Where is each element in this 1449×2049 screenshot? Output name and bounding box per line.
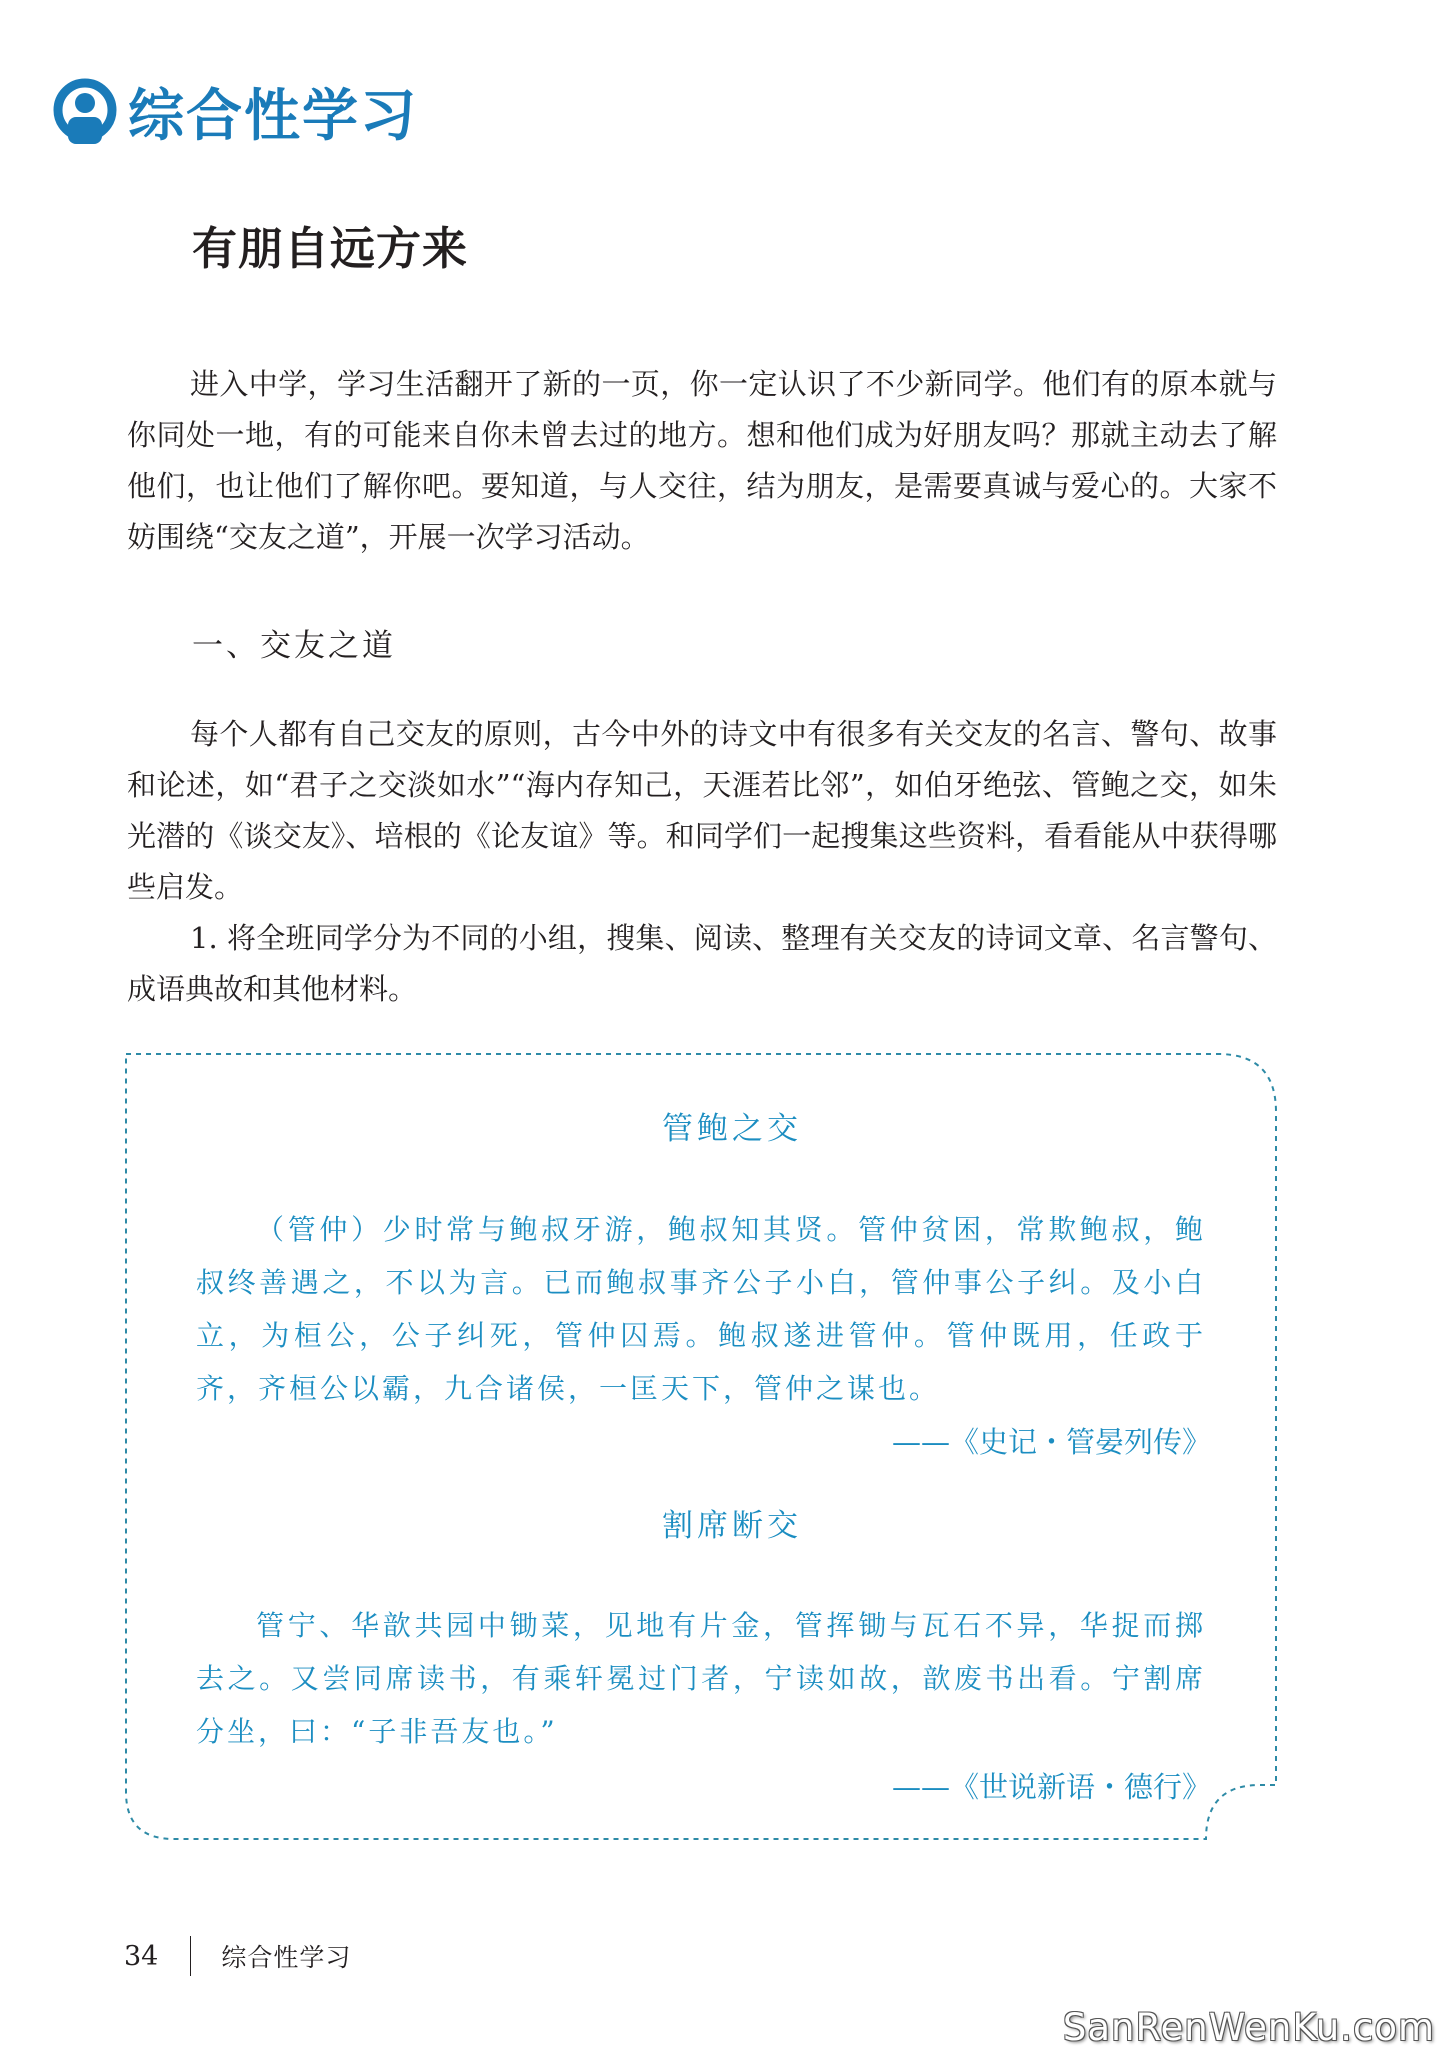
intro-paragraph: 进入中学，学习生活翻开了新的一页，你一定认识了不少新同学。他们有的原本就与你同处一地，有的可能来自你未曾去过的地方。想和他们成为好朋友吗？那就主动去了解他们，也让他们了解你吧。要知道，与人交往，结为朋友，是需要真诚与爱心的。大家不妨围绕“交友之道”，开展一次学习活动。 bbox=[127, 367, 1277, 554]
footer-divider bbox=[190, 1936, 191, 1976]
footer-label: 综合性学习 bbox=[221, 1943, 352, 1972]
page-number: 34 bbox=[124, 1940, 159, 1972]
section-heading: 一、交友之道 bbox=[192, 628, 396, 664]
story-source: ——《史记・管晏列传》 bbox=[891, 1425, 1211, 1459]
watermark: SanRenWenKu.com bbox=[1062, 2006, 1435, 2049]
task-paragraph: 1. 将全班同学分为不同的小组，搜集、阅读、整理有关交友的诗词文章、名言警句、成语典故和其他材料。 bbox=[127, 921, 1277, 1006]
story-source: ——《世说新语・德行》 bbox=[891, 1770, 1211, 1804]
page-title: 有朋自远方来 bbox=[192, 222, 469, 275]
page-footer bbox=[124, 1936, 351, 1976]
story-text: （管仲）少时常与鲍叔牙游，鲍叔知其贤。管仲贫困，常欺鲍叔，鲍叔终善遇之，不以为言。已而鲍叔事齐公子小白，管仲事公子纠。及小白立，为桓公，公子纠死，管仲囚焉。鲍叔遂进管仲。管仲既用，任政于齐，齐桓公以霸，九合诸侯，一匡天下，管仲之谋也。 bbox=[196, 1213, 1206, 1405]
header-title: 综合性学习 bbox=[128, 84, 418, 149]
section-paragraph: 每个人都有自己交友的原则，古今中外的诗文中有很多有关交友的名言、警句、故事和论述，如“君子之交淡如水”“海内存知己，天涯若比邻”，如伯牙绝弦、管鲍之交，如朱光潜的《谈交友》、培根的《论友谊》等。和同学们一起搜集这些资料，看看能从中获得哪些启发。 bbox=[127, 717, 1277, 904]
story-title: 割席断交 bbox=[662, 1508, 802, 1544]
story-text: 管宁、华歆共园中锄菜，见地有片金，管挥锄与瓦石不异，华捉而掷去之。又尝同席读书，有乘轩冕过门者，宁读如故，歆废书出看。宁割席分坐，曰：“子非吾友也。” bbox=[196, 1609, 1206, 1748]
story-title: 管鲍之交 bbox=[662, 1111, 802, 1147]
person-icon bbox=[52, 77, 118, 147]
section-header bbox=[52, 72, 418, 152]
